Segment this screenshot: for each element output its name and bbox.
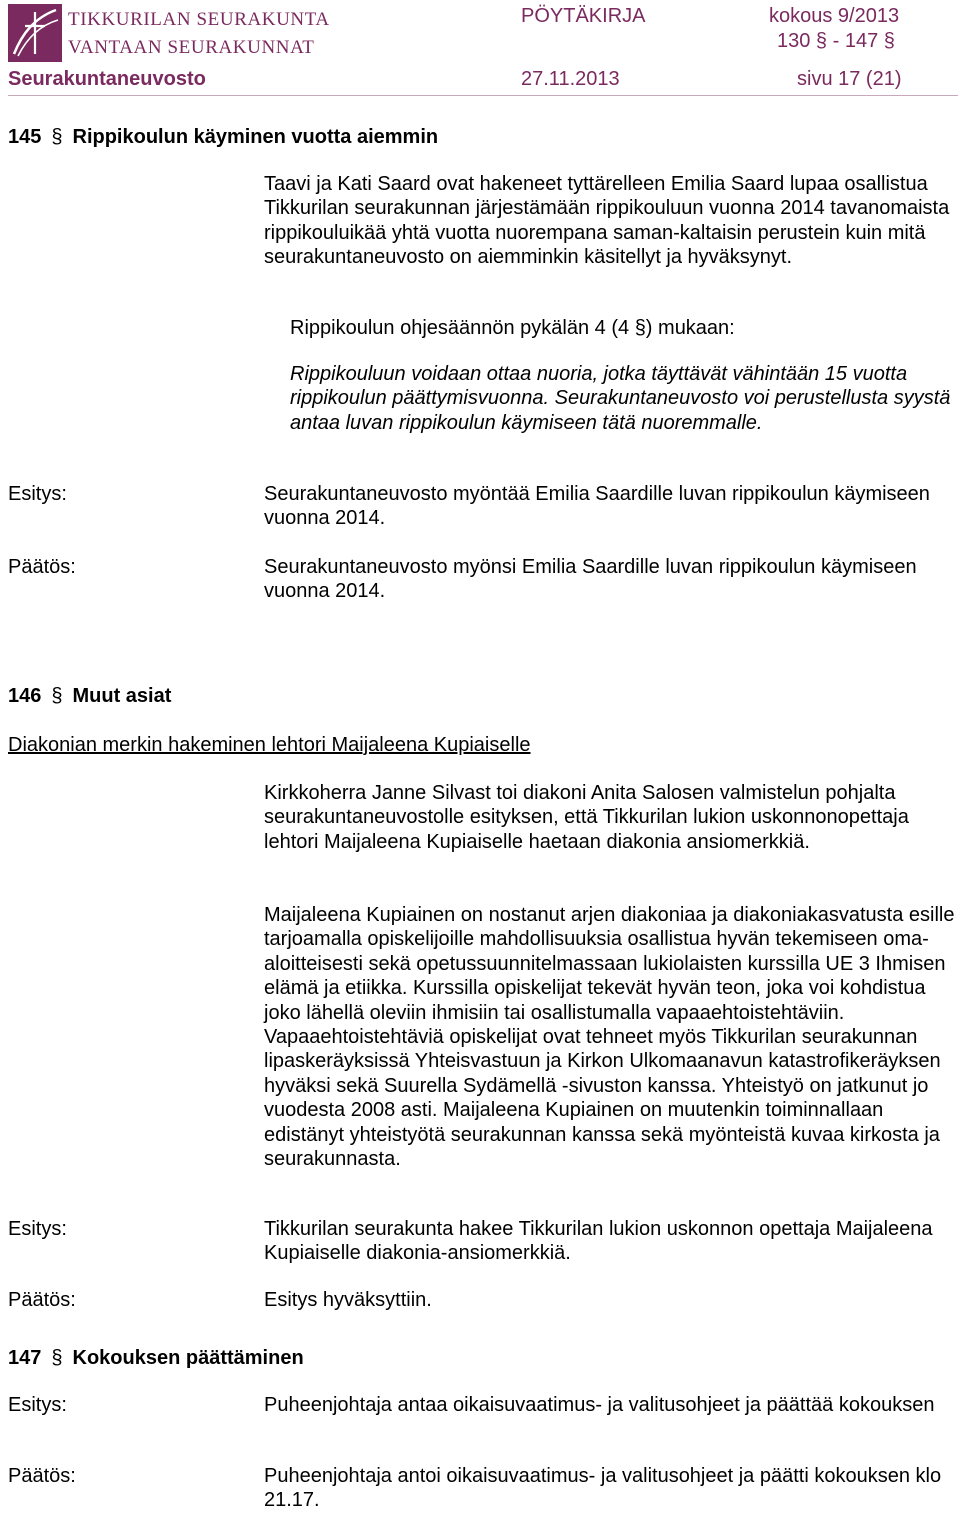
section-number: 147 — [8, 1347, 42, 1369]
s145-proposal-label: Esitys: — [8, 483, 67, 505]
s146-proposal: Tikkurilan seurakunta hakee Tikkurilan lukion uskonnon opettaja Maijaleena Kupiaiselle diakonia-ansiomerkkiä. — [264, 1218, 933, 1265]
s145-decision-label: Päätös: — [8, 556, 76, 578]
s146-decision: Esitys hyväksyttiin. — [264, 1289, 432, 1311]
org-name-line1: TIKKURILAN SEURAKUNTA — [68, 9, 330, 30]
s145-intro: Taavi ja Kati Saard ovat hakeneet tyttärelleen Emilia Saard lupaa osallistua Tikkurilan seurakunnan järjestämään rippikouluun vuonna 2014 tavanomaista rippikouluikää yhtä vuotta nuorempana saman-kaltaisin perustein kuin mitä seurakuntaneuvosto on aiemminkin käsitellyt ja hyväksynyt. — [264, 173, 950, 269]
document-type: PÖYTÄKIRJA — [521, 5, 646, 27]
section-147-heading — [8, 1346, 304, 1370]
section-sign: § — [51, 1347, 63, 1369]
s145-rule-reference: Rippikoulun ohjesäännön pykälän 4 (4 §) mukaan: — [290, 317, 735, 339]
s145-decision: Seurakuntaneuvosto myönsi Emilia Saardille luvan rippikoulun käymiseen vuonna 2014. — [264, 556, 917, 603]
council-name: Seurakuntaneuvosto — [8, 68, 206, 90]
org-name-line2: VANTAAN SEURAKUNNAT — [68, 37, 315, 58]
church-logo-icon — [8, 4, 62, 62]
s147-proposal: Puheenjohtaja antaa oikaisuvaatimus- ja valitusohjeet ja päättää kokouksen — [264, 1394, 935, 1416]
page-indicator: sivu 17 (21) — [797, 68, 902, 90]
section-title: Muut asiat — [72, 685, 172, 707]
section-title: Kokouksen päättäminen — [72, 1347, 304, 1369]
meeting-number: kokous 9/2013 — [769, 5, 900, 27]
s146-decision-label: Päätös: — [8, 1289, 76, 1311]
s147-proposal-label: Esitys: — [8, 1394, 67, 1416]
section-range: 130 § - 147 § — [777, 30, 895, 52]
s146-proposal-label: Esitys: — [8, 1218, 67, 1240]
s145-rule-quote: Rippikouluun voidaan ottaa nuoria, jotka täyttävät vähintään 15 vuotta rippikoulun päättymisvuonna. Seurakuntaneuvosto voi perustellusta syystä antaa luvan rippikoulun käymiseen tätä nuoremmalle. — [290, 363, 951, 434]
s147-decision: Puheenjohtaja antoi oikaisuvaatimus- ja valitusohjeet ja päätti kokouksen klo 21.17. — [264, 1465, 942, 1512]
meeting-date: 27.11.2013 — [521, 68, 620, 90]
section-number: 146 — [8, 685, 42, 707]
header-divider — [8, 95, 958, 96]
s146-paragraph-2: Maijaleena Kupiainen on nostanut arjen diakoniaa ja diakoniakasvatusta esille tarjoamalla opiskelijoille mahdollisuuksia osallistua hyvän tekemiseen oma-aloitteisesti sekä opetussuunnitelmassaan lukiolaisten kurssilla UE 3 Ihmisen elämä ja etiikka. Kurssilla opiskelijat tekevät hyvän teon, joka voi kohdistua joko lähellä oleviin ihmisiin tai osallistumalla vapaaehtoistehtäviin. Vapaaehtoistehtäviä opiskelijat ovat tehneet myös Tikkurilan seurakunnan lipaskeräyksissä Yhteisvastuun ja Kirkon Ulkomaanavun katastrofikeräyksen hyväksi sekä Suurella Sydämellä -sivuston kanssa. Yhteistyö on jatkunut jo vuodesta 2008 asti. Maijaleena Kupiainen on muutenkin toiminnallaan edistänyt yhteistyötä seurakunnan kanssa sekä myönteistä kuvaa kirkosta ja seurakunnasta. — [264, 904, 955, 1171]
section-number: 145 — [8, 126, 42, 148]
s146-paragraph-1: Kirkkoherra Janne Silvast toi diakoni Anita Salosen valmistelun pohjalta seurakuntaneuvostolle esityksen, että Tikkurilan lukion uskonnonopettaja lehtori Maijaleena Kupiaiselle haetaan diakonia ansiomerkkiä. — [264, 782, 909, 853]
section-146-heading — [8, 684, 171, 708]
section-sign: § — [51, 126, 63, 148]
section-title: Rippikoulun käyminen vuotta aiemmin — [72, 126, 439, 148]
s146-subtitle: Diakonian merkin hakeminen lehtori Maijaleena Kupiaiselle — [8, 734, 531, 756]
s145-proposal: Seurakuntaneuvosto myöntää Emilia Saardille luvan rippikoulun käymiseen vuonna 2014. — [264, 483, 930, 530]
section-145-heading — [8, 125, 438, 149]
section-sign: § — [51, 685, 63, 707]
s147-decision-label: Päätös: — [8, 1465, 76, 1487]
